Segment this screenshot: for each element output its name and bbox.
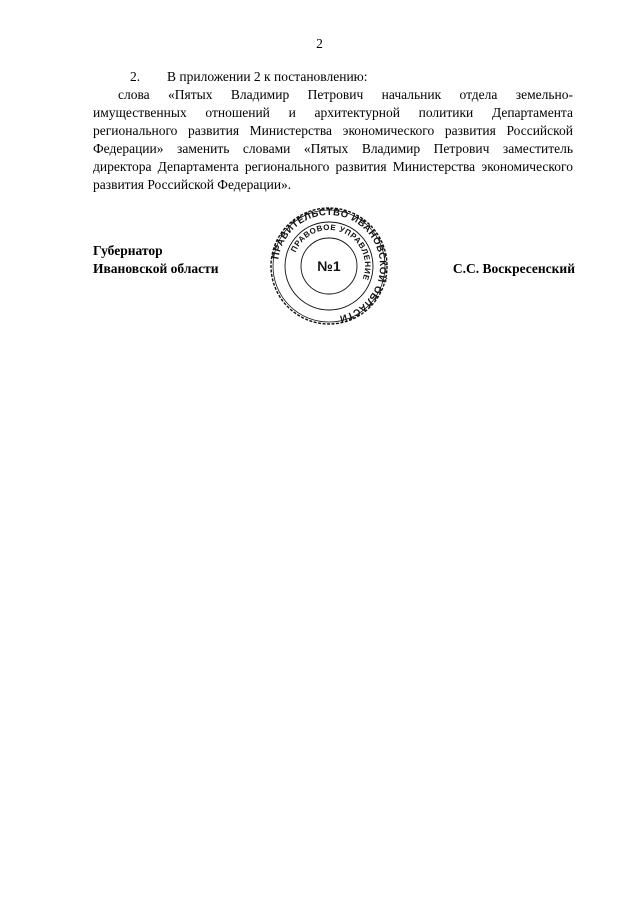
item-number: 2. bbox=[130, 69, 141, 84]
signatory-position-line2: Ивановской области bbox=[93, 261, 219, 276]
signatory-position bbox=[93, 242, 219, 278]
item-intro: В приложении 2 к постановлению: bbox=[167, 69, 368, 84]
seal-inner-text: ПРАВОВОЕ УПРАВЛЕНИЕ bbox=[289, 222, 373, 282]
seal-center-text: №1 bbox=[317, 258, 341, 274]
signatory-position-line1: Губернатор bbox=[93, 243, 163, 258]
signatory-name: С.С. Воскресенский bbox=[452, 261, 575, 276]
page-number: 2 bbox=[316, 36, 323, 51]
official-seal-stamp bbox=[269, 206, 389, 326]
seal-outer-text: ПРАВИТЕЛЬСТВО ИВАНОВСКОЙ ОБЛАСТИ bbox=[270, 206, 389, 324]
amendment-text: слова «Пятых Владимир Петрович начальник отдела земельно-имущественных отношений и архитектурной политики Департамента регионального развития Министерства экономического развития Российской Федерации» заменить словами «Пятых Владимир Петрович заместитель директора Департамента регионального развития Министерства экономического развития Российской Федерации». bbox=[93, 87, 573, 192]
